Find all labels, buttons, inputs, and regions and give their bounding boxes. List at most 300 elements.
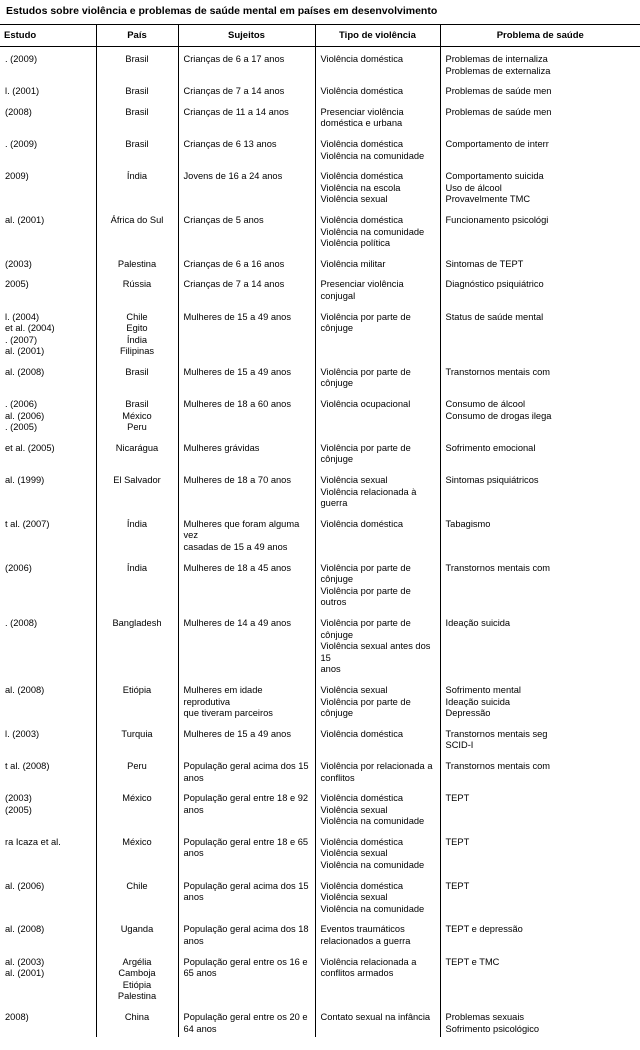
cell-line: Transtornos mentais com bbox=[445, 562, 551, 573]
cell-line: Violência doméstica bbox=[320, 518, 404, 529]
cell-line: México bbox=[122, 793, 152, 804]
cell-tipo-violencia bbox=[315, 164, 440, 208]
cell-line: al. (2003) bbox=[5, 956, 45, 967]
cell-line: Violência por parte de bbox=[320, 442, 411, 453]
cell-line: Violência sexual bbox=[320, 892, 388, 903]
cell-line: TEPT e TMC bbox=[445, 956, 500, 967]
cell-line: l. (2003) bbox=[5, 728, 40, 739]
cell-problema-saude bbox=[440, 392, 640, 436]
cell-line: Violência doméstica bbox=[320, 836, 404, 847]
cell-line: Etiópia bbox=[122, 684, 152, 695]
cell-line: Eventos traumáticos bbox=[320, 924, 405, 935]
cell-pais bbox=[96, 1005, 178, 1037]
cell-pais bbox=[96, 100, 178, 132]
table-row bbox=[0, 79, 640, 100]
cell-estudo bbox=[0, 436, 96, 468]
cell-sujeitos bbox=[178, 874, 315, 918]
cell-line: 2009) bbox=[5, 171, 29, 182]
cell-line: Comportamento suicida bbox=[445, 171, 544, 182]
cell-line: Violência doméstica bbox=[320, 171, 404, 182]
table-row bbox=[0, 272, 640, 304]
cell-line: Violência por parte de bbox=[320, 617, 411, 628]
table-row bbox=[0, 830, 640, 874]
cell-line: Problemas de saúde men bbox=[445, 106, 552, 117]
cell-line: Transtornos mentais com bbox=[445, 366, 551, 377]
cell-line: Palestina bbox=[117, 991, 157, 1002]
cell-pais bbox=[96, 392, 178, 436]
cell-sujeitos bbox=[178, 786, 315, 830]
cell-line: Violência doméstica bbox=[320, 138, 404, 149]
cell-tipo-violencia bbox=[315, 512, 440, 556]
cell-line: anos bbox=[183, 772, 204, 783]
table-row bbox=[0, 874, 640, 918]
cell-tipo-violencia bbox=[315, 272, 440, 304]
cell-line: al. (1999) bbox=[5, 475, 45, 486]
cell-line: (2006) bbox=[5, 562, 32, 573]
table-row bbox=[0, 208, 640, 252]
cell-tipo-violencia bbox=[315, 100, 440, 132]
cell-line: Consumo de álcool bbox=[445, 399, 526, 410]
table-row bbox=[0, 611, 640, 678]
cell-line: Mulheres de 15 a 49 anos bbox=[183, 311, 292, 322]
cell-estudo bbox=[0, 874, 96, 918]
cell-problema-saude bbox=[440, 917, 640, 949]
cell-line: anos bbox=[183, 804, 204, 815]
cell-estudo bbox=[0, 272, 96, 304]
cell-line: al. (2006) bbox=[5, 410, 45, 421]
cell-line: Uganda bbox=[120, 924, 154, 935]
table-header-row bbox=[0, 25, 640, 47]
cell-estudo bbox=[0, 1005, 96, 1037]
cell-line: . (2006) bbox=[5, 399, 38, 410]
table-row bbox=[0, 468, 640, 512]
cell-pais bbox=[96, 132, 178, 164]
cell-tipo-violencia bbox=[315, 950, 440, 1005]
cell-sujeitos bbox=[178, 252, 315, 273]
table-row bbox=[0, 132, 640, 164]
cell-line: População geral entre os 16 e bbox=[183, 956, 308, 967]
cell-line: Palestina bbox=[117, 258, 157, 269]
cell-line: População geral entre 18 e 65 bbox=[183, 836, 309, 847]
cell-line: Camboja bbox=[118, 968, 156, 979]
cell-line: Crianças de 11 a 14 anos bbox=[183, 106, 289, 117]
cell-line: Mulheres de 18 a 45 anos bbox=[183, 562, 292, 573]
cell-sujeitos bbox=[178, 556, 315, 611]
cell-line: cônjuge bbox=[320, 629, 354, 640]
cell-line: al. (2008) bbox=[5, 366, 45, 377]
cell-line: Brasil bbox=[125, 366, 149, 377]
cell-sujeitos bbox=[178, 360, 315, 392]
cell-problema-saude bbox=[440, 786, 640, 830]
cell-sujeitos bbox=[178, 1005, 315, 1037]
cell-line: Violência política bbox=[320, 238, 391, 249]
cell-estudo bbox=[0, 786, 96, 830]
cell-estudo bbox=[0, 252, 96, 273]
column-header-sujeitos: Sujeitos bbox=[178, 25, 315, 47]
cell-line: Chile bbox=[126, 880, 148, 891]
cell-tipo-violencia bbox=[315, 436, 440, 468]
cell-line: (2005) bbox=[5, 804, 32, 815]
cell-line: Mulheres de 18 a 60 anos bbox=[183, 399, 292, 410]
cell-line: Peru bbox=[127, 422, 147, 433]
cell-line: Diagnóstico psiquiátrico bbox=[445, 279, 544, 290]
cell-sujeitos bbox=[178, 47, 315, 80]
cell-line: Índia bbox=[126, 518, 148, 529]
cell-line: Crianças de 6 13 anos bbox=[183, 138, 277, 149]
cell-line: Violência sexual bbox=[320, 194, 388, 205]
cell-line: Mulheres grávidas bbox=[183, 442, 260, 453]
cell-line: Violência na comunidade bbox=[320, 150, 425, 161]
cell-line: Violência ocupacional bbox=[320, 399, 411, 410]
table-row bbox=[0, 305, 640, 360]
cell-tipo-violencia bbox=[315, 305, 440, 360]
cell-line: Brasil bbox=[125, 106, 149, 117]
cell-line: que tiveram parceiros bbox=[183, 708, 273, 719]
cell-line: cônjuge bbox=[320, 454, 354, 465]
cell-line: Violência doméstica bbox=[320, 214, 404, 225]
cell-pais bbox=[96, 164, 178, 208]
cell-line: Argélia bbox=[122, 956, 152, 967]
cell-line: Ideação suicida bbox=[445, 696, 511, 707]
cell-estudo bbox=[0, 512, 96, 556]
cell-sujeitos bbox=[178, 611, 315, 678]
cell-line: Violência por relacionada a bbox=[320, 760, 433, 771]
cell-problema-saude bbox=[440, 79, 640, 100]
cell-sujeitos bbox=[178, 917, 315, 949]
table-row bbox=[0, 1005, 640, 1037]
cell-line: TEPT e depressão bbox=[445, 924, 523, 935]
cell-line: 2005) bbox=[5, 279, 29, 290]
cell-problema-saude bbox=[440, 512, 640, 556]
cell-line: Violência sexual bbox=[320, 804, 388, 815]
cell-line: et al. (2004) bbox=[5, 323, 55, 334]
cell-estudo bbox=[0, 722, 96, 754]
cell-line: Depressão bbox=[445, 708, 491, 719]
cell-line: Transtornos mentais com bbox=[445, 760, 551, 771]
cell-sujeitos bbox=[178, 79, 315, 100]
cell-line: Mulheres de 18 a 70 anos bbox=[183, 475, 292, 486]
table-row bbox=[0, 512, 640, 556]
cell-line: Violência doméstica bbox=[320, 86, 404, 97]
cell-line: Violência doméstica bbox=[320, 793, 404, 804]
cell-tipo-violencia bbox=[315, 917, 440, 949]
cell-pais bbox=[96, 950, 178, 1005]
cell-estudo bbox=[0, 556, 96, 611]
cell-tipo-violencia bbox=[315, 874, 440, 918]
cell-line: . (2005) bbox=[5, 422, 38, 433]
cell-problema-saude bbox=[440, 722, 640, 754]
cell-problema-saude bbox=[440, 468, 640, 512]
cell-pais bbox=[96, 786, 178, 830]
table-row bbox=[0, 360, 640, 392]
cell-line: al. (2001) bbox=[5, 214, 45, 225]
cell-line: Uso de álcool bbox=[445, 182, 502, 193]
cell-sujeitos bbox=[178, 164, 315, 208]
cell-line: Violência relacionada a bbox=[320, 956, 417, 967]
cell-sujeitos bbox=[178, 208, 315, 252]
cell-line: Filipinas bbox=[119, 346, 155, 357]
cell-line: Crianças de 5 anos bbox=[183, 214, 264, 225]
cell-line: População geral acima dos 18 bbox=[183, 924, 309, 935]
cell-sujeitos bbox=[178, 272, 315, 304]
cell-pais bbox=[96, 556, 178, 611]
cell-line: Crianças de 6 a 17 anos bbox=[183, 54, 285, 64]
cell-sujeitos bbox=[178, 678, 315, 722]
cell-line: Violência sexual antes dos 15 bbox=[320, 641, 431, 663]
cell-sujeitos bbox=[178, 392, 315, 436]
cell-line: Brasil bbox=[125, 138, 149, 149]
table-row bbox=[0, 754, 640, 786]
cell-line: Nicarágua bbox=[115, 442, 159, 453]
cell-line: Mulheres em idade reprodutiva bbox=[183, 684, 263, 707]
cell-line: TEPT bbox=[445, 793, 470, 804]
cell-pais bbox=[96, 252, 178, 273]
cell-sujeitos bbox=[178, 722, 315, 754]
cell-problema-saude bbox=[440, 436, 640, 468]
cell-pais bbox=[96, 47, 178, 80]
cell-line: Violência na escola bbox=[320, 182, 401, 193]
cell-line: l. (2001) bbox=[5, 86, 40, 97]
cell-line: África do Sul bbox=[110, 214, 164, 225]
cell-problema-saude bbox=[440, 556, 640, 611]
cell-line: cônjuge bbox=[320, 323, 354, 334]
column-header-estudo: Estudo bbox=[0, 25, 96, 47]
cell-line: Índia bbox=[126, 562, 148, 573]
cell-estudo bbox=[0, 754, 96, 786]
cell-sujeitos bbox=[178, 100, 315, 132]
cell-line: Violência na comunidade bbox=[320, 816, 425, 827]
cell-line: SCID-I bbox=[445, 740, 474, 751]
cell-line: anos bbox=[183, 936, 204, 947]
cell-line: Consumo de drogas ilega bbox=[445, 410, 552, 421]
cell-pais bbox=[96, 917, 178, 949]
cell-tipo-violencia bbox=[315, 722, 440, 754]
cell-line: População geral acima dos 15 bbox=[183, 760, 309, 771]
cell-line: Rússia bbox=[122, 279, 152, 290]
cell-pais bbox=[96, 611, 178, 678]
cell-line: Violência doméstica bbox=[320, 728, 404, 739]
cell-pais bbox=[96, 436, 178, 468]
studies-table bbox=[0, 24, 640, 1037]
cell-line: Bangladesh bbox=[112, 617, 162, 628]
cell-line: TEPT bbox=[445, 880, 470, 891]
cell-problema-saude bbox=[440, 830, 640, 874]
cell-line: (2008) bbox=[5, 106, 32, 117]
cell-pais bbox=[96, 468, 178, 512]
cell-line: População geral acima dos 15 bbox=[183, 880, 309, 891]
cell-sujeitos bbox=[178, 830, 315, 874]
table-row bbox=[0, 722, 640, 754]
cell-line: casadas de 15 a 49 anos bbox=[183, 542, 288, 552]
table-row bbox=[0, 436, 640, 468]
cell-line: anos bbox=[183, 848, 204, 859]
table-caption: Estudos sobre violência e problemas de saúde mental em países em desenvolvimento bbox=[6, 5, 438, 17]
cell-pais bbox=[96, 678, 178, 722]
cell-line: relacionados a guerra bbox=[320, 936, 411, 947]
cell-problema-saude bbox=[440, 100, 640, 132]
cell-problema-saude bbox=[440, 252, 640, 273]
cell-line: Violência por parte de bbox=[320, 311, 411, 322]
cell-estudo bbox=[0, 830, 96, 874]
cell-estudo bbox=[0, 79, 96, 100]
cell-pais bbox=[96, 874, 178, 918]
cell-line: Crianças de 7 a 14 anos bbox=[183, 86, 285, 97]
cell-pais bbox=[96, 305, 178, 360]
cell-sujeitos bbox=[178, 950, 315, 1005]
cell-line: Problemas de internaliza bbox=[445, 54, 548, 64]
cell-problema-saude bbox=[440, 678, 640, 722]
cell-pais bbox=[96, 208, 178, 252]
cell-line: Mulheres que foram alguma vez bbox=[183, 518, 300, 541]
cell-tipo-violencia bbox=[315, 208, 440, 252]
column-header-problema-saude: Problema de saúde bbox=[440, 25, 640, 47]
cell-estudo bbox=[0, 132, 96, 164]
cell-line: Problemas de saúde men bbox=[445, 86, 552, 97]
cell-sujeitos bbox=[178, 436, 315, 468]
table-row bbox=[0, 100, 640, 132]
cell-line: Brasil bbox=[125, 399, 149, 410]
cell-line: Sintomas psiquiátricos bbox=[445, 475, 539, 486]
cell-line: Violência relacionada à bbox=[320, 486, 417, 497]
cell-line: Violência por parte de outros bbox=[320, 585, 411, 608]
cell-estudo bbox=[0, 611, 96, 678]
cell-line: Sofrimento emocional bbox=[445, 442, 536, 453]
cell-problema-saude bbox=[440, 132, 640, 164]
cell-line: . (2009) bbox=[5, 54, 38, 64]
cell-line: Violência na comunidade bbox=[320, 860, 425, 871]
cell-line: TEPT bbox=[445, 836, 470, 847]
cell-estudo bbox=[0, 917, 96, 949]
table-row bbox=[0, 678, 640, 722]
cell-line: . (2009) bbox=[5, 138, 38, 149]
cell-line: Contato sexual na infância bbox=[320, 1012, 431, 1022]
cell-line: México bbox=[122, 836, 152, 847]
cell-sujeitos bbox=[178, 512, 315, 556]
cell-line: (2003) bbox=[5, 258, 32, 269]
table-row bbox=[0, 164, 640, 208]
cell-estudo bbox=[0, 392, 96, 436]
column-header-tipo-violencia: Tipo de violência bbox=[315, 25, 440, 47]
cell-line: Violência doméstica bbox=[320, 880, 404, 891]
cell-pais bbox=[96, 272, 178, 304]
cell-tipo-violencia bbox=[315, 47, 440, 80]
cell-line: Violência doméstica bbox=[320, 54, 404, 64]
cell-estudo bbox=[0, 678, 96, 722]
cell-line: guerra bbox=[320, 498, 348, 509]
cell-line: Mulheres de 15 a 49 anos bbox=[183, 366, 292, 377]
cell-tipo-violencia bbox=[315, 556, 440, 611]
cell-line: El Salvador bbox=[113, 475, 161, 486]
cell-line: China bbox=[124, 1012, 150, 1022]
cell-line: Índia bbox=[126, 334, 148, 345]
cell-line: Violência sexual bbox=[320, 848, 388, 859]
cell-tipo-violencia bbox=[315, 132, 440, 164]
cell-line: t al. (2007) bbox=[5, 518, 50, 529]
cell-line: Presenciar violência bbox=[320, 106, 404, 117]
cell-line: Provavelmente TMC bbox=[445, 194, 531, 205]
cell-line: Violência militar bbox=[320, 258, 386, 269]
cell-sujeitos bbox=[178, 754, 315, 786]
cell-line: Mulheres de 14 a 49 anos bbox=[183, 617, 292, 628]
cell-line: Violência sexual bbox=[320, 684, 388, 695]
cell-line: . (2008) bbox=[5, 617, 38, 628]
cell-problema-saude bbox=[440, 164, 640, 208]
cell-line: Violência na comunidade bbox=[320, 903, 425, 914]
cell-line: Etiópia bbox=[122, 979, 152, 990]
cell-tipo-violencia bbox=[315, 468, 440, 512]
cell-line: Presenciar violência conjugal bbox=[320, 279, 404, 301]
cell-pais bbox=[96, 360, 178, 392]
cell-line: cônjuge bbox=[320, 574, 354, 585]
cell-estudo bbox=[0, 360, 96, 392]
cell-line: Problemas de externaliza bbox=[445, 65, 551, 76]
cell-line: Status de saúde mental bbox=[445, 311, 544, 322]
cell-line: conflitos armados bbox=[320, 968, 394, 979]
cell-line: População geral entre os 20 e bbox=[183, 1012, 308, 1022]
cell-tipo-violencia bbox=[315, 79, 440, 100]
cell-line: Tabagismo bbox=[445, 518, 491, 529]
cell-line: Jovens de 16 a 24 anos bbox=[183, 171, 283, 182]
cell-line: Violência por parte de bbox=[320, 562, 411, 573]
cell-tipo-violencia bbox=[315, 1005, 440, 1037]
cell-estudo bbox=[0, 100, 96, 132]
cell-line: População geral entre 18 e 92 bbox=[183, 793, 309, 804]
cell-line: Violência por parte de bbox=[320, 366, 411, 377]
cell-line: conflitos bbox=[320, 772, 355, 783]
cell-pais bbox=[96, 722, 178, 754]
cell-line: Violência sexual bbox=[320, 475, 388, 486]
cell-line: México bbox=[122, 410, 152, 421]
cell-line: al. (2001) bbox=[5, 968, 45, 979]
cell-line: 64 anos bbox=[183, 1023, 217, 1034]
cell-estudo bbox=[0, 208, 96, 252]
cell-estudo bbox=[0, 164, 96, 208]
cell-pais bbox=[96, 754, 178, 786]
cell-line: Sintomas de TEPT bbox=[445, 258, 524, 269]
cell-problema-saude bbox=[440, 754, 640, 786]
cell-line: Comportamento de interr bbox=[445, 138, 549, 149]
cell-line: Funcionamento psicológi bbox=[445, 214, 549, 225]
cell-sujeitos bbox=[178, 132, 315, 164]
table-row bbox=[0, 786, 640, 830]
cell-tipo-violencia bbox=[315, 360, 440, 392]
cell-line: ra Icaza et al. bbox=[5, 836, 61, 847]
table-row bbox=[0, 252, 640, 273]
cell-estudo bbox=[0, 468, 96, 512]
cell-line: Transtornos mentais seg bbox=[445, 728, 548, 739]
cell-line: Egito bbox=[126, 323, 148, 334]
cell-line: Chile bbox=[126, 311, 148, 322]
column-header-pais: País bbox=[96, 25, 178, 47]
cell-pais bbox=[96, 79, 178, 100]
cell-tipo-violencia bbox=[315, 678, 440, 722]
cell-line: al. (2006) bbox=[5, 880, 45, 891]
cell-tipo-violencia bbox=[315, 830, 440, 874]
cell-line: anos bbox=[183, 892, 204, 903]
cell-problema-saude bbox=[440, 874, 640, 918]
cell-line: Sofrimento psicológico bbox=[445, 1023, 540, 1034]
cell-line: doméstica e urbana bbox=[320, 118, 403, 129]
cell-line: cônjuge bbox=[320, 378, 354, 389]
cell-tipo-violencia bbox=[315, 754, 440, 786]
cell-tipo-violencia bbox=[315, 786, 440, 830]
table-row bbox=[0, 556, 640, 611]
table-row bbox=[0, 392, 640, 436]
cell-line: Peru bbox=[127, 760, 147, 771]
cell-problema-saude bbox=[440, 305, 640, 360]
cell-problema-saude bbox=[440, 360, 640, 392]
cell-tipo-violencia bbox=[315, 392, 440, 436]
